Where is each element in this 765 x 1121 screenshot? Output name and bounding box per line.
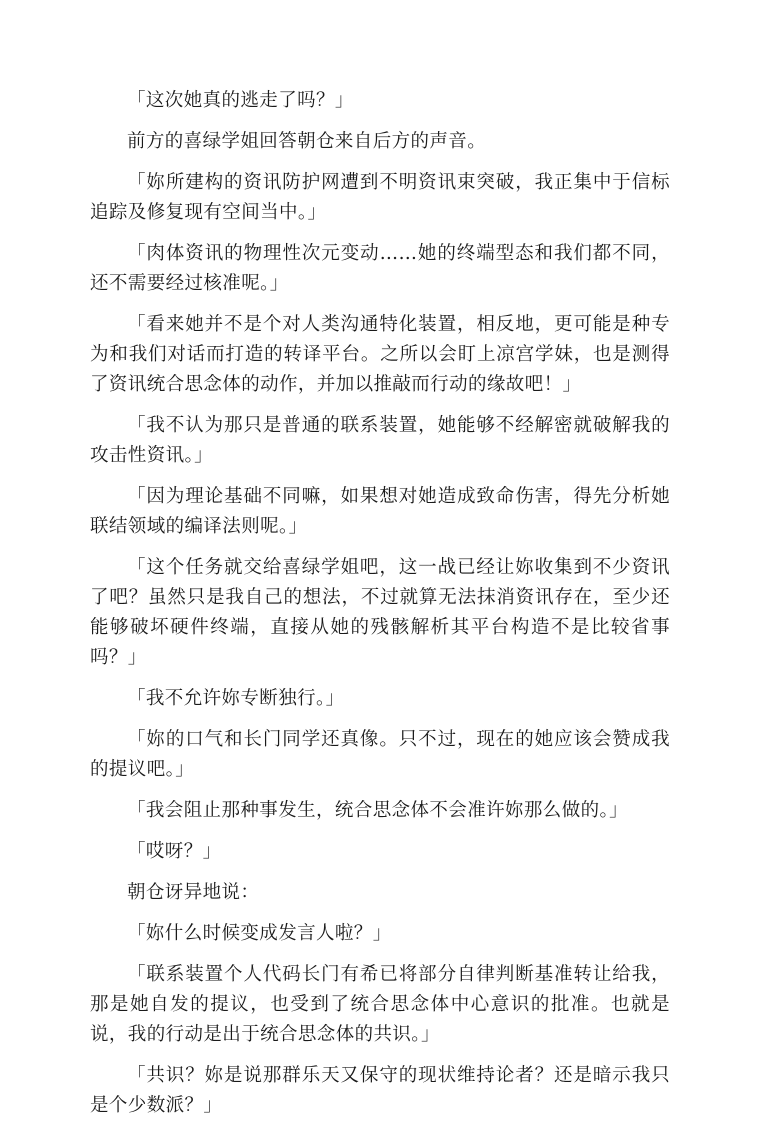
paragraph-9: 「我不允许妳专断独行。」 <box>127 688 345 709</box>
paragraph-15: 「联系装置个人代码长门有希已将部分自律判断基准转让给我，那是她自发的提议，也受到了统合思念体中心意识的批准。也就是说，我的行动是出于统合思念体的共识。」 <box>90 964 670 1045</box>
paragraph-14: 「妳什么时候变成发言人啦？」 <box>127 923 392 944</box>
paragraph-13: 朝仓讶异地说： <box>127 882 260 903</box>
paragraph-12: 「哎呀？」 <box>127 841 222 862</box>
paragraph-11: 「我会阻止那种事发生，统合思念体不会准许妳那么做的。」 <box>127 800 629 821</box>
paragraph-3: 「妳所建构的资讯防护网遭到不明资讯束突破，我正集中于信标追踪及修复现有空间当中。」 <box>90 172 670 223</box>
paragraph-1: 「这次她真的逃走了吗？」 <box>127 90 354 111</box>
paragraph-6: 「我不认为那只是普通的联系装置，她能够不经解密就破解我的攻击性资讯。」 <box>90 415 670 466</box>
paragraph-4: 「肉体资讯的物理性次元变动……她的终端型态和我们都不同，还不需要经过核准呢。」 <box>90 243 670 294</box>
paragraph-8: 「这个任务就交给喜绿学姐吧，这一战已经让妳收集到不少资讯了吧？虽然只是我自己的想法，不过就算无法抹消资讯存在，至少还能够破坏硬件终端，直接从她的残骸解析其平台构造不是比较省事吗？」 <box>90 557 670 668</box>
paragraph-5: 「看来她并不是个对人类沟通特化装置，相反地，更可能是种专为和我们对话而打造的转译平台。之所以会盯上凉宫学妹，也是测得了资讯统合思念体的动作，并加以推敲而行动的缘故吧！」 <box>90 314 670 395</box>
paragraph-10: 「妳的口气和长门同学还真像。只不过，现在的她应该会赞成我的提议吧。」 <box>90 729 670 780</box>
paragraph-16: 「共识？妳是说那群乐天又保守的现状维持论者？还是暗示我只是个少数派？」 <box>90 1065 670 1116</box>
paragraph-2: 前方的喜绿学姐回答朝仓来自后方的声音。 <box>127 131 487 152</box>
paragraph-7: 「因为理论基础不同嘛，如果想对她造成致命伤害，得先分析她联结领域的编译法则呢。」 <box>90 486 670 537</box>
